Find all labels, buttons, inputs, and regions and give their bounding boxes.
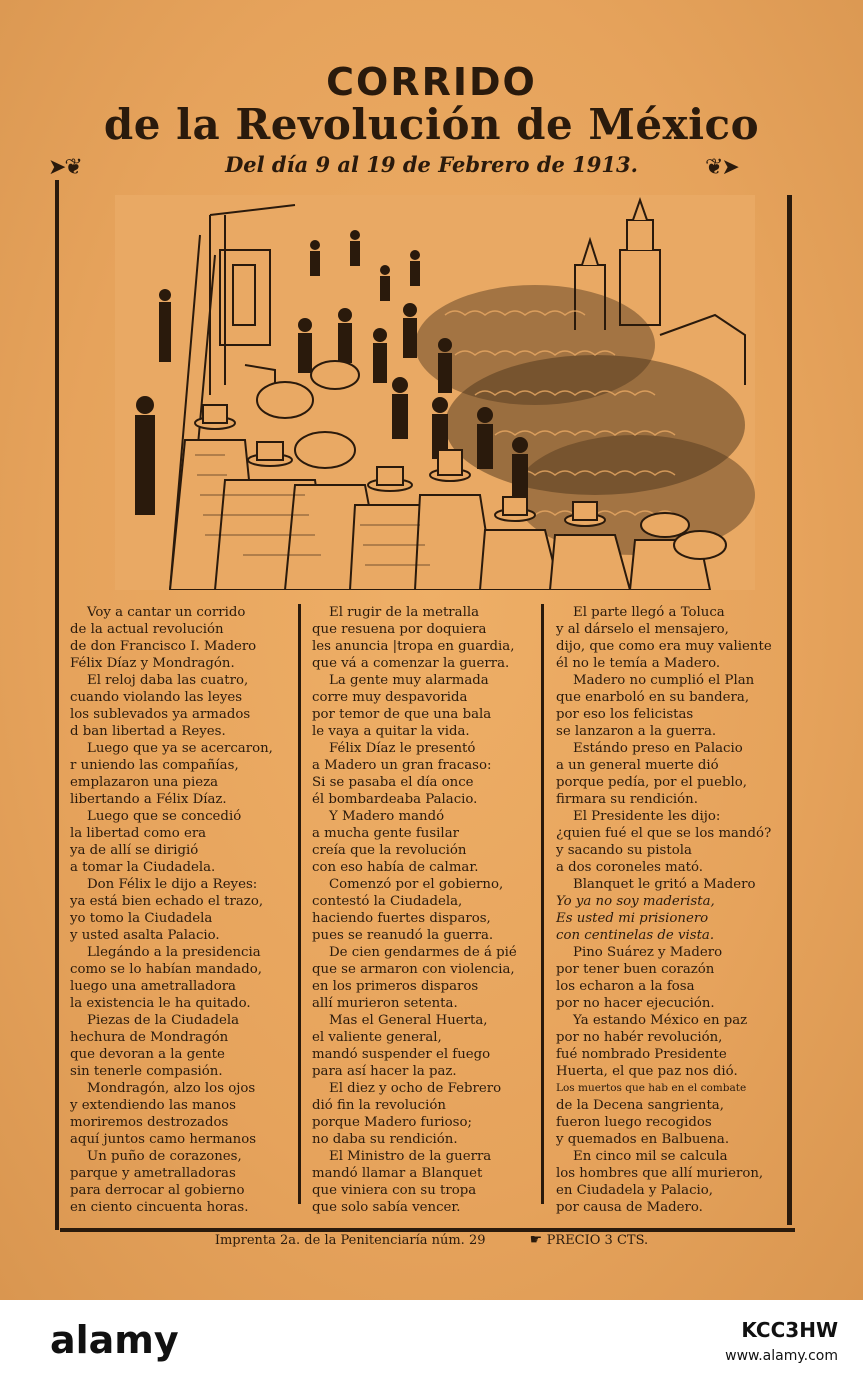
printer-footer — [0, 1232, 863, 1248]
price-text: PRECIO 3 CTS. — [546, 1233, 649, 1248]
verse-line: y al dárselo el mensajero, — [556, 622, 729, 637]
verse-line: El rugir de la metralla — [329, 605, 480, 620]
date-subtitle: Del día 9 al 19 de Febrero de 1913. — [225, 152, 638, 177]
verse-line: Estándo preso en Palacio — [573, 741, 743, 756]
verse-line: emplazaron una pieza — [70, 775, 219, 790]
verse-line: en ciento cincuenta horas. — [70, 1200, 249, 1215]
verse-line: porque pedía, por el pueblo, — [556, 775, 747, 790]
verse-line: Madero no cumplió el Plan — [573, 673, 755, 688]
verse-line: cuando violando las leyes — [70, 690, 243, 705]
verse-line: Los muertos que hab en el combate — [556, 1082, 747, 1094]
verse-line: de don Francisco I. Madero — [70, 639, 257, 654]
verse-line: En cinco mil se calcula — [573, 1149, 728, 1164]
verse-line: sin tenerle compasión. — [70, 1064, 223, 1079]
image-id: KCC3HW — [741, 1318, 838, 1342]
verse-line: libertando a Félix Díaz. — [70, 792, 227, 807]
verse-line: mandó suspender el fuego — [312, 1047, 491, 1062]
verse-line: fué nombrado Presidente — [556, 1047, 727, 1062]
verse-line: Blanquet le gritó a Madero — [573, 877, 756, 892]
verse-line: Mondragón, alzo los ojos — [87, 1081, 256, 1096]
verse-line: para derrocar al gobierno — [70, 1183, 245, 1198]
verse-line: creía que la revolución — [312, 843, 467, 858]
verse-line: que resuena por doquiera — [312, 622, 487, 637]
verse-column-1 — [70, 604, 300, 1216]
verse-line: por no hacer ejecución. — [556, 996, 715, 1011]
verse-line: El parte llegó a Toluca — [573, 605, 725, 620]
verse-line: no daba su rendición. — [312, 1132, 458, 1147]
verse-line: allí murieron setenta. — [312, 996, 458, 1011]
verse-line: Yo ya no soy maderista, — [556, 894, 715, 909]
verse-line: y usted asalta Palacio. — [70, 928, 220, 943]
verse-line: Félix Díaz y Mondragón. — [70, 656, 235, 671]
verse-line: corre muy despavorida — [312, 690, 468, 705]
verse-column-2 — [312, 604, 542, 1216]
verse-line: que solo sabía vencer. — [312, 1200, 461, 1215]
frame-right-rule — [787, 195, 792, 1225]
verse-line: el valiente general, — [312, 1030, 442, 1045]
verse-line: aquí juntos camo hermanos — [70, 1132, 257, 1147]
verse-line: El Ministro de la guerra — [329, 1149, 492, 1164]
verse-line: Luego que se concedió — [87, 809, 242, 824]
verse-line: los sublevados ya armados — [70, 707, 251, 722]
verse-line: le vaya a quitar la vida. — [312, 724, 470, 739]
stock-url: www.alamy.com — [725, 1348, 838, 1364]
verse-line: Es usted mi prisionero — [556, 911, 709, 926]
verse-line: en los primeros disparos — [312, 979, 479, 994]
verse-line: Un puño de corazones, — [87, 1149, 242, 1164]
verse-line: les anuncia |tropa en guardia, — [312, 639, 515, 654]
verse-line: El Presidente les dijo: — [573, 809, 721, 824]
verse-line: él no le temía a Madero. — [556, 656, 721, 671]
verse-line: Mas el General Huerta, — [329, 1013, 488, 1028]
column-divider-2 — [541, 604, 544, 1204]
title-corrido: CORRIDO — [326, 60, 537, 104]
left-ornament-icon: ➤❦ — [48, 155, 81, 180]
verse-line: d ban libertad a Reyes. — [70, 724, 226, 739]
verse-line: y quemados en Balbuena. — [556, 1132, 730, 1147]
verse-line: que enarboló en su bandera, — [556, 690, 750, 705]
verse-line: Félix Díaz le presentó — [329, 741, 476, 756]
verse-line: firmara su rendición. — [556, 792, 698, 807]
stock-photo-bar — [0, 1300, 863, 1390]
verse-line: que se armaron con violencia, — [312, 962, 515, 977]
verse-line: Don Félix le dijo a Reyes: — [87, 877, 258, 892]
verse-line: él bombardeaba Palacio. — [312, 792, 478, 807]
right-ornament-icon: ❦➤ — [705, 155, 738, 180]
verse-column-3 — [556, 604, 786, 1216]
verse-line: moriremos destrozados — [70, 1115, 229, 1130]
price-label — [530, 1233, 649, 1248]
verse-line: que vá a comenzar la guerra. — [312, 656, 510, 671]
crowd-street-engraving-icon — [115, 195, 755, 590]
verse-line: que viniera con su tropa — [312, 1183, 477, 1198]
verse-line: para así hacer la paz. — [312, 1064, 457, 1079]
verse-line: y extendiendo las manos — [70, 1098, 236, 1113]
verse-line: porque Madero furioso; — [312, 1115, 472, 1130]
verse-line: de la Decena sangrienta, — [556, 1098, 724, 1113]
verse-line: Ya estando México en paz — [573, 1013, 748, 1028]
verse-line: por no habér revolución, — [556, 1030, 723, 1045]
verse-line: La gente muy alarmada — [329, 673, 489, 688]
verse-line: yo tomo la Ciudadela — [70, 911, 213, 926]
verse-line: De cien gendarmes de á pié — [329, 945, 517, 960]
verse-line: ¿quien fué el que se los mandó? — [556, 826, 772, 841]
verse-line: ya está bien echado el trazo, — [70, 894, 264, 909]
verse-line: dió fin la revolución — [312, 1098, 446, 1113]
verse-line: como se lo habían mandado, — [70, 962, 262, 977]
column-divider-1 — [298, 604, 301, 1204]
verse-line: a Madero un gran fracaso: — [312, 758, 492, 773]
verse-line: El reloj daba las cuatro, — [87, 673, 249, 688]
verse-line: la existencia le ha quitado. — [70, 996, 251, 1011]
alamy-logo: alamy — [50, 1318, 179, 1362]
verse-line: pues se reanudó la guerra. — [312, 928, 494, 943]
verse-line: dijo, que como era muy valiente — [556, 639, 772, 654]
verse-line: se lanzaron a la guerra. — [556, 724, 717, 739]
verse-line: por temor de que una bala — [312, 707, 492, 722]
verse-line: hechura de Mondragón — [70, 1030, 229, 1045]
verse-line: parque y ametralladoras — [70, 1166, 236, 1181]
verse-line: Piezas de la Ciudadela — [87, 1013, 240, 1028]
verse-line: Pino Suárez y Madero — [573, 945, 723, 960]
verse-line: los hombres que allí murieron, — [556, 1166, 764, 1181]
verse-line: contestó la Ciudadela, — [312, 894, 463, 909]
verse-line: fueron luego recogidos — [556, 1115, 712, 1130]
verse-line: r uniendo las compañías, — [70, 758, 239, 773]
verse-line: ya de allí se dirigió — [70, 843, 199, 858]
verse-line: mandó llamar a Blanquet — [312, 1166, 483, 1181]
verse-line: Y Madero mandó — [329, 809, 445, 824]
frame-left-rule — [55, 180, 59, 1230]
verse-line: Comenzó por el gobierno, — [329, 877, 504, 892]
verse-line: de la actual revolución — [70, 622, 224, 637]
verse-line: a dos coroneles mató. — [556, 860, 704, 875]
verse-line: los echaron a la fosa — [556, 979, 695, 994]
verse-line: y sacando su pistola — [556, 843, 692, 858]
title-main: de la Revolución de México — [103, 100, 760, 149]
verse-line: con centinelas de vista. — [556, 928, 715, 943]
verse-line: que devoran a la gente — [70, 1047, 225, 1062]
pointing-hand-icon: ☛ — [529, 1232, 547, 1248]
verse-line: El diez y ocho de Febrero — [329, 1081, 502, 1096]
verse-line: a mucha gente fusilar — [312, 826, 459, 841]
verse-line: en Ciudadela y Palacio, — [556, 1183, 714, 1198]
verse-line: con eso había de calmar. — [312, 860, 479, 875]
verse-line: Voy a cantar un corrido — [87, 605, 246, 620]
verse-line: a tomar la Ciudadela. — [70, 860, 216, 875]
verse-line: por causa de Madero. — [556, 1200, 703, 1215]
verse-line: la libertad como era — [70, 826, 207, 841]
verse-line: Huerta, el que paz nos dió. — [556, 1064, 738, 1079]
verse-line: por tener buen corazón — [556, 962, 715, 977]
printer-imprint: Imprenta 2a. de la Penitenciaría núm. 29 — [214, 1233, 486, 1248]
verse-line: Llegándo a la presidencia — [87, 945, 261, 960]
verse-line: luego una ametralladora — [70, 979, 236, 994]
verse-line: Si se pasaba el día once — [312, 775, 474, 790]
verse-line: haciendo fuertes disparos, — [312, 911, 491, 926]
verse-line: por eso los felicistas — [556, 707, 694, 722]
verse-line: Luego que ya se acercaron, — [87, 741, 273, 756]
verse-line: a un general muerte dió — [556, 758, 719, 773]
